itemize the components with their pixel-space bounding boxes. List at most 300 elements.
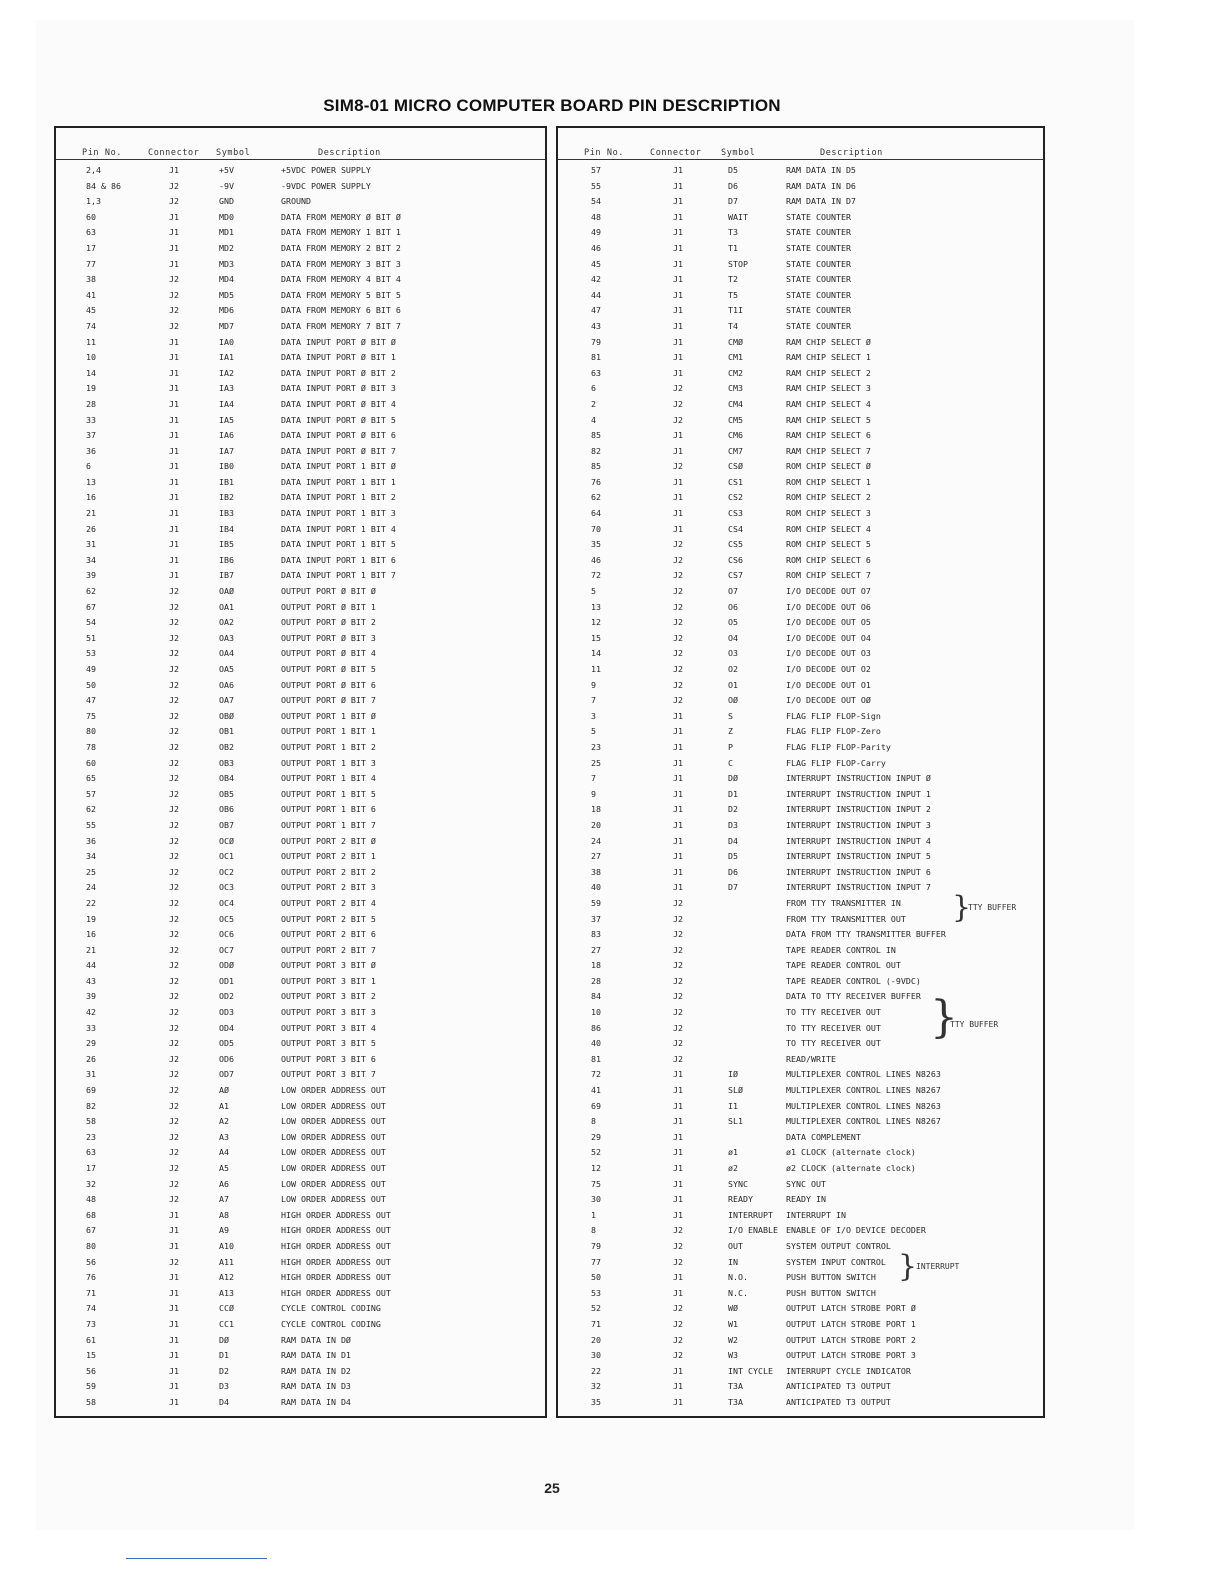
- symbol-cell: IA6: [219, 430, 234, 441]
- table-row: [56, 537, 545, 553]
- symbol-cell: W2: [728, 1334, 738, 1345]
- pin-no-cell: 22: [86, 897, 96, 908]
- table-row: [558, 272, 1043, 288]
- table-row: [56, 1021, 545, 1037]
- symbol-cell: OA7: [219, 695, 234, 706]
- table-row: [56, 475, 545, 491]
- description-cell: OUTPUT PORT 2 BIT 6: [281, 929, 376, 940]
- description-cell: HIGH ORDER ADDRESS OUT: [281, 1240, 391, 1251]
- pin-no-cell: 46: [591, 242, 601, 253]
- pin-no-cell: 5: [591, 586, 596, 597]
- connector-cell: J1: [673, 1365, 683, 1376]
- table-row: [558, 1161, 1043, 1177]
- symbol-cell: IB1: [219, 476, 234, 487]
- connector-cell: J1: [673, 476, 683, 487]
- table-row: [558, 678, 1043, 694]
- connector-cell: J1: [673, 1381, 683, 1392]
- pin-no-cell: 82: [86, 1100, 96, 1111]
- pin-no-cell: 18: [591, 804, 601, 815]
- table-row: [558, 849, 1043, 865]
- connector-cell: J1: [169, 1381, 179, 1392]
- table-row: [558, 428, 1043, 444]
- description-cell: HIGH ORDER ADDRESS OUT: [281, 1256, 391, 1267]
- pin-no-cell: 4: [591, 414, 596, 425]
- tty-buffer-note-bottom: TTY BUFFER: [950, 1020, 999, 1029]
- description-cell: OUTPUT PORT 2 BIT 1: [281, 851, 376, 862]
- description-cell: OUTPUT PORT 3 BIT 7: [281, 1069, 376, 1080]
- connector-cell: J1: [169, 445, 179, 456]
- connector-cell: J2: [673, 1256, 683, 1267]
- table-row: [558, 1130, 1043, 1146]
- pin-no-cell: 31: [86, 539, 96, 550]
- description-cell: I/O DECODE OUT O5: [786, 617, 871, 628]
- connector-cell: J2: [169, 710, 179, 721]
- table-row: [558, 1177, 1043, 1193]
- pin-no-cell: 44: [591, 289, 601, 300]
- pin-no-cell: 54: [591, 196, 601, 207]
- pin-no-cell: 53: [591, 1287, 601, 1298]
- connector-cell: J2: [169, 320, 179, 331]
- pin-no-cell: 29: [86, 1038, 96, 1049]
- connector-cell: J1: [673, 882, 683, 893]
- pin-no-cell: 8: [591, 1225, 596, 1236]
- connector-cell: J2: [169, 1131, 179, 1142]
- pin-no-cell: 56: [86, 1256, 96, 1267]
- description-cell: OUTPUT PORT 3 BIT 5: [281, 1038, 376, 1049]
- connector-cell: J2: [673, 1334, 683, 1345]
- connector-cell: J2: [169, 180, 179, 191]
- table-row: [558, 818, 1043, 834]
- pin-no-cell: 28: [591, 975, 601, 986]
- pin-no-cell: 84 & 86: [86, 180, 121, 191]
- pin-no-cell: 34: [86, 851, 96, 862]
- table-row: [558, 584, 1043, 600]
- description-cell: STATE COUNTER: [786, 211, 851, 222]
- description-cell: DATA INPUT PORT Ø BIT Ø: [281, 336, 396, 347]
- description-cell: OUTPUT PORT 2 BIT 5: [281, 913, 376, 924]
- pin-no-cell: 48: [591, 211, 601, 222]
- table-row: [558, 303, 1043, 319]
- connector-cell: J1: [673, 851, 683, 862]
- pin-no-cell: 67: [86, 601, 96, 612]
- table-row: [56, 194, 545, 210]
- symbol-cell: T1I: [728, 305, 743, 316]
- pin-no-cell: 27: [591, 851, 601, 862]
- table-row: [558, 381, 1043, 397]
- pin-no-cell: 6: [591, 383, 596, 394]
- pin-no-cell: 83: [591, 929, 601, 940]
- pin-no-cell: 19: [86, 383, 96, 394]
- description-cell: OUTPUT PORT 2 BIT 7: [281, 944, 376, 955]
- table-row: [56, 693, 545, 709]
- pin-no-cell: 37: [86, 430, 96, 441]
- description-cell: ROM CHIP SELECT 6: [786, 554, 871, 565]
- table-row: [558, 1083, 1043, 1099]
- header-rule: [558, 159, 1043, 160]
- header-connector: Connector: [148, 148, 200, 158]
- table-row: [56, 272, 545, 288]
- table-row: [56, 709, 545, 725]
- description-cell: OUTPUT PORT Ø BIT 1: [281, 601, 376, 612]
- description-cell: I/O DECODE OUT O1: [786, 679, 871, 690]
- connector-cell: J2: [169, 305, 179, 316]
- pin-no-cell: 55: [591, 180, 601, 191]
- table-row: [558, 194, 1043, 210]
- connector-cell: J1: [169, 258, 179, 269]
- description-cell: DATA FROM MEMORY 4 BIT 4: [281, 274, 401, 285]
- symbol-cell: SYNC: [728, 1178, 748, 1189]
- connector-cell: J1: [169, 352, 179, 363]
- connector-cell: J1: [169, 1396, 179, 1407]
- symbol-cell: T4: [728, 320, 738, 331]
- description-cell: READY IN: [786, 1194, 826, 1205]
- symbol-cell: DØ: [728, 773, 738, 784]
- connector-cell: J2: [673, 960, 683, 971]
- description-cell: DATA INPUT PORT 1 BIT 4: [281, 523, 396, 534]
- connector-cell: J2: [673, 695, 683, 706]
- table-row: [558, 787, 1043, 803]
- description-cell: INTERRUPT INSTRUCTION INPUT Ø: [786, 773, 931, 784]
- tty-buffer-note-top: TTY BUFFER: [968, 903, 1017, 912]
- pin-no-cell: 60: [86, 211, 96, 222]
- symbol-cell: OA5: [219, 664, 234, 674]
- connector-cell: J2: [169, 991, 179, 1002]
- description-cell: RAM CHIP SELECT 2: [786, 367, 871, 378]
- connector-cell: J2: [673, 1350, 683, 1361]
- table-row: [558, 927, 1043, 943]
- description-cell: DATA FROM MEMORY 5 BIT 5: [281, 289, 401, 300]
- table-row: [56, 257, 545, 273]
- symbol-cell: DØ: [219, 1334, 229, 1345]
- connector-cell: J2: [169, 1116, 179, 1127]
- description-cell: FLAG FLIP FLOP-Zero: [786, 726, 881, 737]
- description-cell: INTERRUPT IN: [786, 1209, 846, 1220]
- description-cell: RAM DATA IN D6: [786, 180, 856, 191]
- pin-no-cell: 23: [591, 741, 601, 752]
- connector-cell: J1: [673, 320, 683, 331]
- description-cell: LOW ORDER ADDRESS OUT: [281, 1131, 386, 1142]
- connector-cell: J1: [673, 242, 683, 253]
- symbol-cell: CS6: [728, 554, 743, 565]
- connector-cell: J1: [673, 741, 683, 752]
- description-cell: CYCLE CONTROL CODING: [281, 1303, 381, 1314]
- pin-no-cell: 20: [591, 819, 601, 830]
- pin-no-cell: 15: [86, 1350, 96, 1361]
- connector-cell: J2: [673, 944, 683, 955]
- connector-cell: J1: [673, 430, 683, 441]
- description-cell: RAM DATA IN D4: [281, 1396, 351, 1407]
- pin-no-cell: 38: [86, 274, 96, 285]
- table-row: [56, 989, 545, 1005]
- table-row: [56, 241, 545, 257]
- connector-cell: J2: [673, 929, 683, 940]
- connector-cell: J1: [673, 1178, 683, 1189]
- pin-no-cell: 64: [591, 508, 601, 519]
- description-cell: DATA COMPLEMENT: [786, 1131, 861, 1142]
- symbol-cell: A6: [219, 1178, 229, 1189]
- table-row: [56, 506, 545, 522]
- description-cell: OUTPUT PORT 2 BIT 3: [281, 882, 376, 893]
- symbol-cell: MD4: [219, 274, 234, 285]
- symbol-cell: OD3: [219, 1007, 234, 1018]
- pin-no-cell: 62: [86, 804, 96, 815]
- pin-no-cell: 59: [591, 897, 601, 908]
- table-row: [56, 600, 545, 616]
- connector-cell: J2: [169, 788, 179, 799]
- table-row: [56, 1223, 545, 1239]
- symbol-cell: WØ: [728, 1303, 738, 1314]
- pin-no-cell: 56: [86, 1365, 96, 1376]
- description-cell: INTERRUPT INSTRUCTION INPUT 2: [786, 804, 931, 815]
- pin-no-cell: 38: [591, 866, 601, 877]
- connector-cell: J2: [169, 851, 179, 862]
- table-row: [558, 989, 1043, 1005]
- symbol-cell: C: [728, 757, 733, 768]
- description-cell: LOW ORDER ADDRESS OUT: [281, 1194, 386, 1205]
- table-row: [56, 1364, 545, 1380]
- pin-no-cell: 63: [86, 227, 96, 238]
- description-cell: DATA INPUT PORT Ø BIT 7: [281, 445, 396, 456]
- description-cell: FROM TTY TRANSMITTER OUT: [786, 913, 906, 924]
- connector-cell: J2: [169, 897, 179, 908]
- description-cell: OUTPUT PORT 1 BIT Ø: [281, 710, 376, 721]
- connector-cell: J2: [169, 757, 179, 768]
- symbol-cell: IB5: [219, 539, 234, 550]
- description-cell: INTERRUPT INSTRUCTION INPUT 3: [786, 819, 931, 830]
- table-row: [558, 1270, 1043, 1286]
- connector-cell: J2: [673, 1318, 683, 1329]
- description-cell: MULTIPLEXER CONTROL LINES N8263: [786, 1069, 941, 1080]
- pin-no-cell: 60: [86, 757, 96, 768]
- pin-no-cell: 58: [86, 1116, 96, 1127]
- pin-no-cell: 59: [86, 1381, 96, 1392]
- table-row: [558, 1192, 1043, 1208]
- symbol-cell: CM7: [728, 445, 743, 456]
- connector-cell: J2: [673, 461, 683, 472]
- description-cell: RAM CHIP SELECT 4: [786, 398, 871, 409]
- description-cell: HIGH ORDER ADDRESS OUT: [281, 1287, 391, 1298]
- pin-no-cell: 52: [591, 1147, 601, 1158]
- description-cell: I/O DECODE OUT OØ: [786, 695, 871, 706]
- connector-cell: J2: [169, 601, 179, 612]
- description-cell: DATA INPUT PORT 1 BIT 5: [281, 539, 396, 550]
- description-cell: GROUND: [281, 196, 311, 207]
- symbol-cell: OC1: [219, 851, 234, 862]
- pin-no-cell: 80: [86, 726, 96, 737]
- symbol-cell: A2: [219, 1116, 229, 1127]
- pin-no-cell: 7: [591, 695, 596, 706]
- description-cell: ROM CHIP SELECT 2: [786, 492, 871, 503]
- symbol-cell: OØ: [728, 695, 738, 706]
- symbol-cell: MD1: [219, 227, 234, 238]
- symbol-cell: CM3: [728, 383, 743, 394]
- pin-no-cell: 14: [86, 367, 96, 378]
- pin-no-cell: 16: [86, 492, 96, 503]
- pin-no-cell: 13: [86, 476, 96, 487]
- symbol-cell: OBØ: [219, 710, 234, 721]
- table-row: [558, 1317, 1043, 1333]
- pin-no-cell: 72: [591, 1069, 601, 1080]
- symbol-cell: MD5: [219, 289, 234, 300]
- pin-no-cell: 6: [86, 461, 91, 472]
- table-row: [56, 912, 545, 928]
- connector-cell: J1: [673, 1396, 683, 1407]
- connector-cell: J2: [169, 1053, 179, 1064]
- pin-no-cell: 53: [86, 648, 96, 659]
- connector-cell: J1: [169, 1303, 179, 1314]
- table-row: [56, 1270, 545, 1286]
- description-cell: MULTIPLEXER CONTROL LINES N8267: [786, 1085, 941, 1096]
- left-table-header: [56, 128, 545, 158]
- pin-no-cell: 76: [591, 476, 601, 487]
- table-row: [558, 1239, 1043, 1255]
- connector-cell: J2: [169, 1163, 179, 1173]
- pin-no-cell: 14: [591, 648, 601, 659]
- table-row: [558, 709, 1043, 725]
- symbol-cell: OB3: [219, 757, 234, 768]
- description-cell: RAM DATA IN DØ: [281, 1334, 351, 1345]
- table-row: [56, 818, 545, 834]
- description-cell: HIGH ORDER ADDRESS OUT: [281, 1272, 391, 1283]
- pin-no-cell: 79: [591, 1240, 601, 1251]
- symbol-cell: OC6: [219, 929, 234, 940]
- table-row: [56, 179, 545, 195]
- symbol-cell: D2: [728, 804, 738, 815]
- pin-no-cell: 8: [591, 1116, 596, 1127]
- table-row: [558, 568, 1043, 584]
- table-row: [558, 475, 1043, 491]
- description-cell: OUTPUT PORT Ø BIT 6: [281, 679, 376, 690]
- connector-cell: J2: [673, 1240, 683, 1251]
- description-cell: READ/WRITE: [786, 1053, 836, 1064]
- table-row: [56, 1333, 545, 1349]
- symbol-cell: CS1: [728, 476, 743, 487]
- table-row: [56, 210, 545, 226]
- header-symbol: Symbol: [721, 148, 756, 158]
- table-row: [558, 553, 1043, 569]
- description-cell: TAPE READER CONTROL IN: [786, 944, 896, 955]
- pin-no-cell: 62: [86, 586, 96, 597]
- connector-cell: J2: [673, 632, 683, 643]
- table-row: [56, 1114, 545, 1130]
- symbol-cell: IØ: [728, 1069, 738, 1080]
- connector-cell: J2: [673, 1303, 683, 1314]
- symbol-cell: STOP: [728, 258, 748, 269]
- symbol-cell: T2: [728, 274, 738, 285]
- description-cell: SYSTEM OUTPUT CONTROL: [786, 1240, 891, 1251]
- table-row: [56, 974, 545, 990]
- table-row: [56, 1036, 545, 1052]
- pin-no-cell: 7: [591, 773, 596, 784]
- connector-cell: J2: [169, 819, 179, 830]
- description-cell: LOW ORDER ADDRESS OUT: [281, 1178, 386, 1189]
- connector-cell: J1: [673, 258, 683, 269]
- description-cell: ø1 CLOCK (alternate clock): [786, 1147, 916, 1158]
- pin-no-cell: 72: [591, 570, 601, 581]
- description-cell: LOW ORDER ADDRESS OUT: [281, 1116, 386, 1127]
- brace-tty-receiver: }: [930, 992, 958, 1043]
- connector-cell: J1: [169, 1272, 179, 1283]
- pin-no-cell: 34: [86, 554, 96, 565]
- connector-cell: J2: [169, 1007, 179, 1018]
- pin-no-cell: 71: [591, 1318, 601, 1329]
- description-cell: OUTPUT LATCH STROBE PORT Ø: [786, 1303, 916, 1314]
- connector-cell: J1: [169, 1365, 179, 1376]
- symbol-cell: T3A: [728, 1381, 743, 1392]
- pin-no-cell: 75: [591, 1178, 601, 1189]
- table-row: [558, 1395, 1043, 1411]
- symbol-cell: D5: [728, 851, 738, 862]
- connector-cell: J1: [169, 461, 179, 472]
- pin-no-cell: 81: [591, 1053, 601, 1064]
- symbol-cell: Z: [728, 726, 733, 737]
- description-cell: HIGH ORDER ADDRESS OUT: [281, 1209, 391, 1220]
- pin-no-cell: 41: [86, 289, 96, 300]
- pin-no-cell: 47: [591, 305, 601, 316]
- description-cell: OUTPUT PORT 2 BIT Ø: [281, 835, 376, 846]
- table-row: [558, 319, 1043, 335]
- connector-cell: J2: [169, 617, 179, 628]
- description-cell: DATA FROM MEMORY 6 BIT 6: [281, 305, 401, 316]
- pin-no-cell: 42: [591, 274, 601, 285]
- connector-cell: J2: [169, 913, 179, 924]
- table-row: [56, 584, 545, 600]
- symbol-cell: MD6: [219, 305, 234, 316]
- table-row: [56, 787, 545, 803]
- symbol-cell: OA6: [219, 679, 234, 690]
- pin-no-cell: 36: [86, 835, 96, 846]
- connector-cell: J1: [169, 165, 179, 175]
- symbol-cell: IB3: [219, 508, 234, 519]
- connector-cell: J2: [169, 1069, 179, 1080]
- symbol-cell: CM5: [728, 414, 743, 425]
- connector-cell: J2: [169, 741, 179, 752]
- symbol-cell: IB0: [219, 461, 234, 472]
- pin-no-cell: 37: [591, 913, 601, 924]
- pin-no-cell: 69: [591, 1100, 601, 1111]
- connector-cell: J2: [169, 835, 179, 846]
- symbol-cell: MD0: [219, 211, 234, 222]
- table-row: [558, 459, 1043, 475]
- page-title: SIM8-01 MICRO COMPUTER BOARD PIN DESCRIPTION: [323, 96, 781, 115]
- description-cell: OUTPUT PORT 2 BIT 2: [281, 866, 376, 877]
- connector-cell: J1: [169, 539, 179, 550]
- description-cell: OUTPUT PORT 1 BIT 1: [281, 726, 376, 737]
- table-row: [558, 974, 1043, 990]
- description-cell: DATA INPUT PORT 1 BIT 3: [281, 508, 396, 519]
- description-cell: RAM DATA IN D2: [281, 1365, 351, 1376]
- symbol-cell: A5: [219, 1163, 229, 1173]
- connector-cell: J2: [169, 1147, 179, 1158]
- interrupt-note: INTERRUPT: [916, 1262, 960, 1271]
- pin-no-cell: 15: [591, 632, 601, 643]
- symbol-cell: INTERRUPT: [728, 1209, 773, 1220]
- table-row: [56, 756, 545, 772]
- table-row: [56, 366, 545, 382]
- symbol-cell: CM6: [728, 430, 743, 441]
- description-cell: DATA INPUT PORT 1 BIT 7: [281, 570, 396, 581]
- connector-cell: J1: [673, 1163, 683, 1173]
- pin-no-cell: 10: [86, 352, 96, 363]
- description-cell: DATA FROM MEMORY 2 BIT 2: [281, 242, 401, 253]
- connector-cell: J1: [673, 1131, 683, 1142]
- description-cell: TO TTY RECEIVER OUT: [786, 1007, 881, 1018]
- connector-cell: J2: [169, 289, 179, 300]
- symbol-cell: O3: [728, 648, 738, 659]
- connector-cell: J2: [169, 929, 179, 940]
- pin-no-cell: 51: [86, 632, 96, 643]
- table-row: [56, 958, 545, 974]
